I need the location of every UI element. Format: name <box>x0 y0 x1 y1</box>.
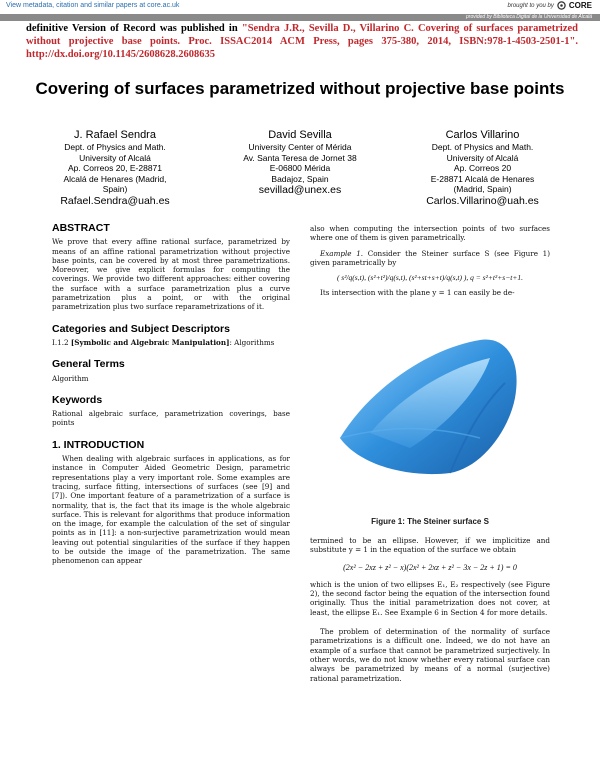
author-affiliation-line: (Madrid, Spain) <box>453 184 512 194</box>
core-logo-text: CORE <box>568 1 592 10</box>
provider-text[interactable]: provided by Biblioteca Digital de la Universidad de Alcalá <box>466 14 592 20</box>
example-text: Consider the Steiner surface S (see Figure 1) given parametrically by <box>310 248 550 267</box>
author-block-1 <box>40 128 190 208</box>
right-column <box>310 224 550 298</box>
categories-code: I.1.2 <box>52 337 69 347</box>
figure-caption: Figure 1: The Steiner surface S <box>371 517 489 526</box>
categories-heading: Categories and Subject Descriptors <box>52 322 230 335</box>
notice-prefix: definitive Version of Record was published in <box>26 23 242 34</box>
notice-citation-link[interactable]: "Sendra J.R., Sevilla D., Villarino C. Covering of surfaces parametrized without projective base points. Proc. ISSAC2014 ACM Press, pages 375-380, 2014, ISBN:978-1-4503-2501-1". http://dx.doi.org/10.1145/2608628.2608635 <box>26 23 578 60</box>
author-email[interactable]: Carlos.Villarino@uah.es <box>426 194 539 207</box>
author-name: J. Rafael Sendra <box>74 129 156 141</box>
paper-title: Covering of surfaces parametrized without projective base points <box>35 79 565 98</box>
right-column-lower <box>310 536 550 683</box>
keywords-heading: Keywords <box>52 393 103 406</box>
author-email[interactable]: sevillad@unex.es <box>258 184 342 196</box>
after-formula-text: Its intersection with the plane y = 1 can easily be de- <box>320 288 515 298</box>
author-email[interactable]: Rafael.Sendra@uah.es <box>60 194 170 207</box>
introduction-heading: 1. INTRODUCTION <box>52 438 145 451</box>
categories-text <box>52 338 290 347</box>
paragraph-normality: The problem of determination of the normality of surface parametrizations is a difficult one. Indeed, we do not have an example of a surface that cannot be parametrized surjectively. In other words, we do not know whether every rational surface can always be parametrized by means of a normal (surjective) rational parametrization. <box>310 627 550 683</box>
author-affiliation-line: E-06800 Mérida <box>269 163 331 173</box>
example-1 <box>310 249 550 268</box>
steiner-surface-figure <box>330 328 530 478</box>
core-metadata-link[interactable]: View metadata, citation and similar papers at core.ac.uk <box>6 2 180 9</box>
author-name: Carlos Villarino <box>445 129 520 141</box>
author-affiliation-line: E-28871 Alcalá de Henares <box>430 173 535 184</box>
brought-by-text: brought to you by <box>507 2 554 9</box>
core-logo-icon <box>557 1 566 10</box>
author-affiliation-line: Dept. of Physics and Math. <box>431 142 534 152</box>
paragraph-implicitize: termined to be an ellipse. However, if we implicitize and substitute y = 1 in the equation of the surface we obtain <box>310 536 550 555</box>
intro-continuation: also when computing the intersection points of two surfaces where one of them is given parametrically. <box>310 224 550 243</box>
steiner-formula: ( s²/q(s,t), (s²+t²)/q(s,t), (s²+st+s+t)/q(s,t) ), q = s²+t²+s−t+1. <box>336 273 524 283</box>
abstract-heading: ABSTRACT <box>52 222 110 234</box>
author-block-2 <box>225 128 375 197</box>
general-terms-heading: General Terms <box>52 358 125 371</box>
author-affiliation-line: University of Alcalá <box>446 152 519 163</box>
author-name: David Sevilla <box>268 129 332 141</box>
author-affiliation-line: University of Alcalá <box>79 152 151 163</box>
author-affiliation-line: Ap. Correos 20 <box>453 163 512 173</box>
author-affiliation-line: Av. Santa Teresa de Jornet 38 <box>243 152 357 163</box>
abstract-text: We prove that every affine rational surface, parametrized by means of an affine rational parametrization without projective base points, can be covered by at most three parametrizations. Moreover, we give explicit formulas for computing the coverings. We provide two different approaches: either covering the surface with a surface parametrization plus a curve parametrization plus a point, or with the original parametrization plus two surface reparametrizations of it. <box>52 237 290 312</box>
author-affiliation-line: Ap. Correos 20, E-28871 <box>67 163 163 173</box>
core-brand[interactable] <box>508 1 593 10</box>
paragraph-ellipses: which is the union of two ellipses E₁, E₂ respectively (see Figure 2), the second factor being the equation of the intersection found originally. Thus the initial parametrization does not cover, at least, the ellipse E₁. See Example 6 in Section 4 for more details. <box>310 579 550 617</box>
author-affiliation-line: Alcalá de Henares (Madrid, <box>63 173 167 184</box>
author-affiliation-line: Spain) <box>102 184 128 194</box>
introduction-text: When dealing with algebraic surfaces in applications, as for instance in Computer Aided Geometric Design, parametric representations play a very important role. Some examples are tracing, surface fitting, intersections of surfaces (see [9] and [7]). One important feature of a parametrization of a surface is normality, that is, the fact that its image is the whole algebraic surface. This is relevant for algorithms that produce information on the image, for example the calculation of the set of singular points as in [11]: a non-surjective parametrization would mean leaving out potential singularities of the surface if they happen to be outside the image of the parametrization. The same phenomenon can appear <box>52 454 290 566</box>
general-terms-text: Algorithm <box>52 373 89 383</box>
author-affiliation-line: Badajoz, Spain <box>271 173 329 184</box>
keywords-text: Rational algebraic surface, parametrization coverings, base points <box>52 409 290 428</box>
categories-bold: [Symbolic and Algebraic Manipulation] <box>70 337 230 347</box>
author-affiliation-line: University Center of Mérida <box>248 142 352 152</box>
author-affiliation-line: Dept. of Physics and Math. <box>64 142 166 152</box>
implicit-equation: (2x² − 2xz + z² − x)(2x² + 2xz + z² − 3x − 2z + 1) = 0 <box>343 562 517 572</box>
categories-rest: : Algorithms <box>229 337 275 347</box>
author-block-3 <box>405 128 560 208</box>
publication-notice <box>26 22 578 61</box>
left-column <box>52 224 290 566</box>
example-label: Example 1. <box>320 248 364 258</box>
